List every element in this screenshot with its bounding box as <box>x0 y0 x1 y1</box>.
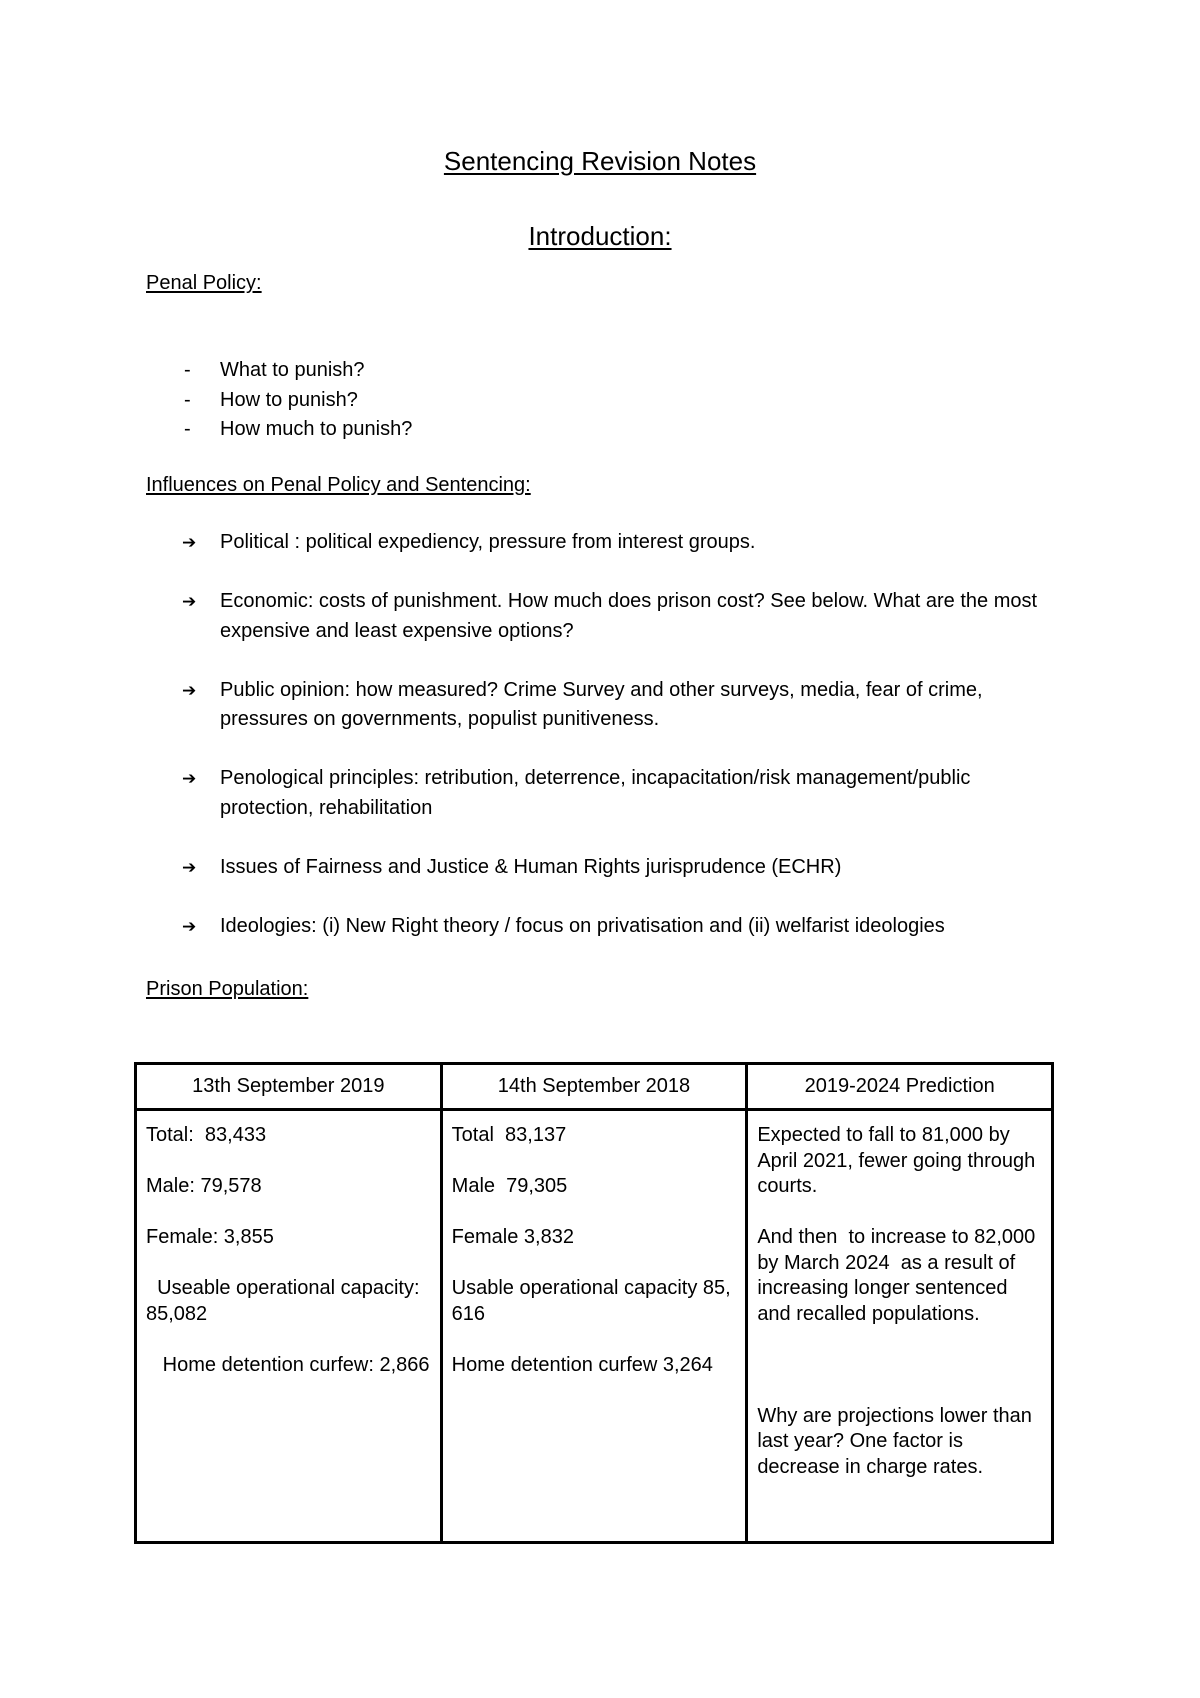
figure-male: Male 79,305 <box>451 1175 568 1197</box>
list-item-text: Penological principles: retribution, deterrence, incapacitation/risk management/public protection, rehabilitation <box>220 767 971 819</box>
figure-operational-capacity: Usable operational capacity 85, 616 <box>451 1277 731 1325</box>
arrow-bullet-icon: ➔ <box>182 680 197 700</box>
prediction-increase: And then to increase to 82,000 by March 2024 as a result of increasing longer sentenced and recalled populations. <box>757 1226 1041 1325</box>
cell-2018-figures <box>441 1110 747 1543</box>
column-header-prediction: 2019-2024 Prediction <box>747 1064 1053 1110</box>
penal-policy-list <box>146 356 412 445</box>
table-row <box>136 1110 1053 1543</box>
dash-bullet: - <box>184 359 191 381</box>
prison-population-table <box>134 1062 1054 1544</box>
figure-male: Male: 79,578 <box>146 1175 262 1197</box>
figure-female: Female 3,832 <box>451 1226 574 1248</box>
list-item <box>146 356 412 386</box>
prediction-explanation: Why are projections lower than last year? One factor is decrease in charge rates. <box>757 1404 1032 1478</box>
list-item <box>146 853 1066 883</box>
figure-female: Female: 3,855 <box>146 1226 274 1248</box>
list-item <box>146 528 1066 558</box>
list-item-text: Issues of Fairness and Justice & Human Rights jurisprudence (ECHR) <box>220 855 842 878</box>
list-item-text: Economic: costs of punishment. How much does prison cost? See below. What are the most expensive and least expensive options? <box>220 590 1038 642</box>
list-item-text: How to punish? <box>220 388 358 411</box>
heading-penal-policy: Penal Policy: <box>146 272 262 294</box>
arrow-bullet-icon: ➔ <box>182 916 197 936</box>
list-item <box>146 386 412 416</box>
figure-total: Total: 83,433 <box>146 1124 267 1146</box>
dash-bullet: - <box>184 418 191 440</box>
list-item <box>146 415 412 445</box>
prediction-fall: Expected to fall to 81,000 by April 2021, fewer going through courts. <box>757 1124 1036 1197</box>
arrow-bullet-icon: ➔ <box>182 769 197 788</box>
list-item <box>146 676 1066 735</box>
table-header-row <box>136 1064 1053 1110</box>
list-item-text: Public opinion: how measured? Crime Survey and other surveys, media, fear of crime, pressures on governments, populist punitiveness. <box>220 678 983 730</box>
list-item-text: Ideologies: (i) New Right theory / focus on privatisation and (ii) welfarist ideologies <box>220 914 945 937</box>
influences-list <box>146 528 1066 971</box>
list-item-text: Political : political expediency, pressure from interest groups. <box>220 531 756 553</box>
document-title: Sentencing Revision Notes <box>443 146 757 176</box>
prison-population-table-wrapper <box>134 1062 1054 1544</box>
list-item <box>146 912 1066 942</box>
arrow-bullet-icon: ➔ <box>182 857 197 877</box>
figure-home-detention-curfew: Home detention curfew: 2,866 <box>146 1353 430 1376</box>
list-item <box>146 587 1066 646</box>
column-header-2018: 14th September 2018 <box>441 1064 747 1110</box>
list-item <box>146 764 1066 823</box>
list-item-text: How much to punish? <box>220 418 413 440</box>
heading-influences: Influences on Penal Policy and Sentencing: <box>146 474 531 496</box>
figure-total: Total 83,137 <box>451 1124 567 1146</box>
list-item-text: What to punish? <box>220 359 365 381</box>
spacer <box>757 1353 1043 1404</box>
dash-bullet: - <box>184 388 191 411</box>
cell-prediction <box>747 1110 1053 1543</box>
arrow-bullet-icon: ➔ <box>182 533 197 552</box>
figure-operational-capacity: Useable operational capacity: 85,082 <box>146 1277 426 1325</box>
column-header-2019: 13th September 2019 <box>136 1064 442 1110</box>
figure-home-detention-curfew: Home detention curfew 3,264 <box>451 1353 713 1376</box>
section-title-introduction: Introduction: <box>528 221 672 251</box>
arrow-bullet-icon: ➔ <box>182 592 197 611</box>
heading-prison-population: Prison Population: <box>146 978 309 1000</box>
cell-2019-figures <box>136 1110 442 1543</box>
